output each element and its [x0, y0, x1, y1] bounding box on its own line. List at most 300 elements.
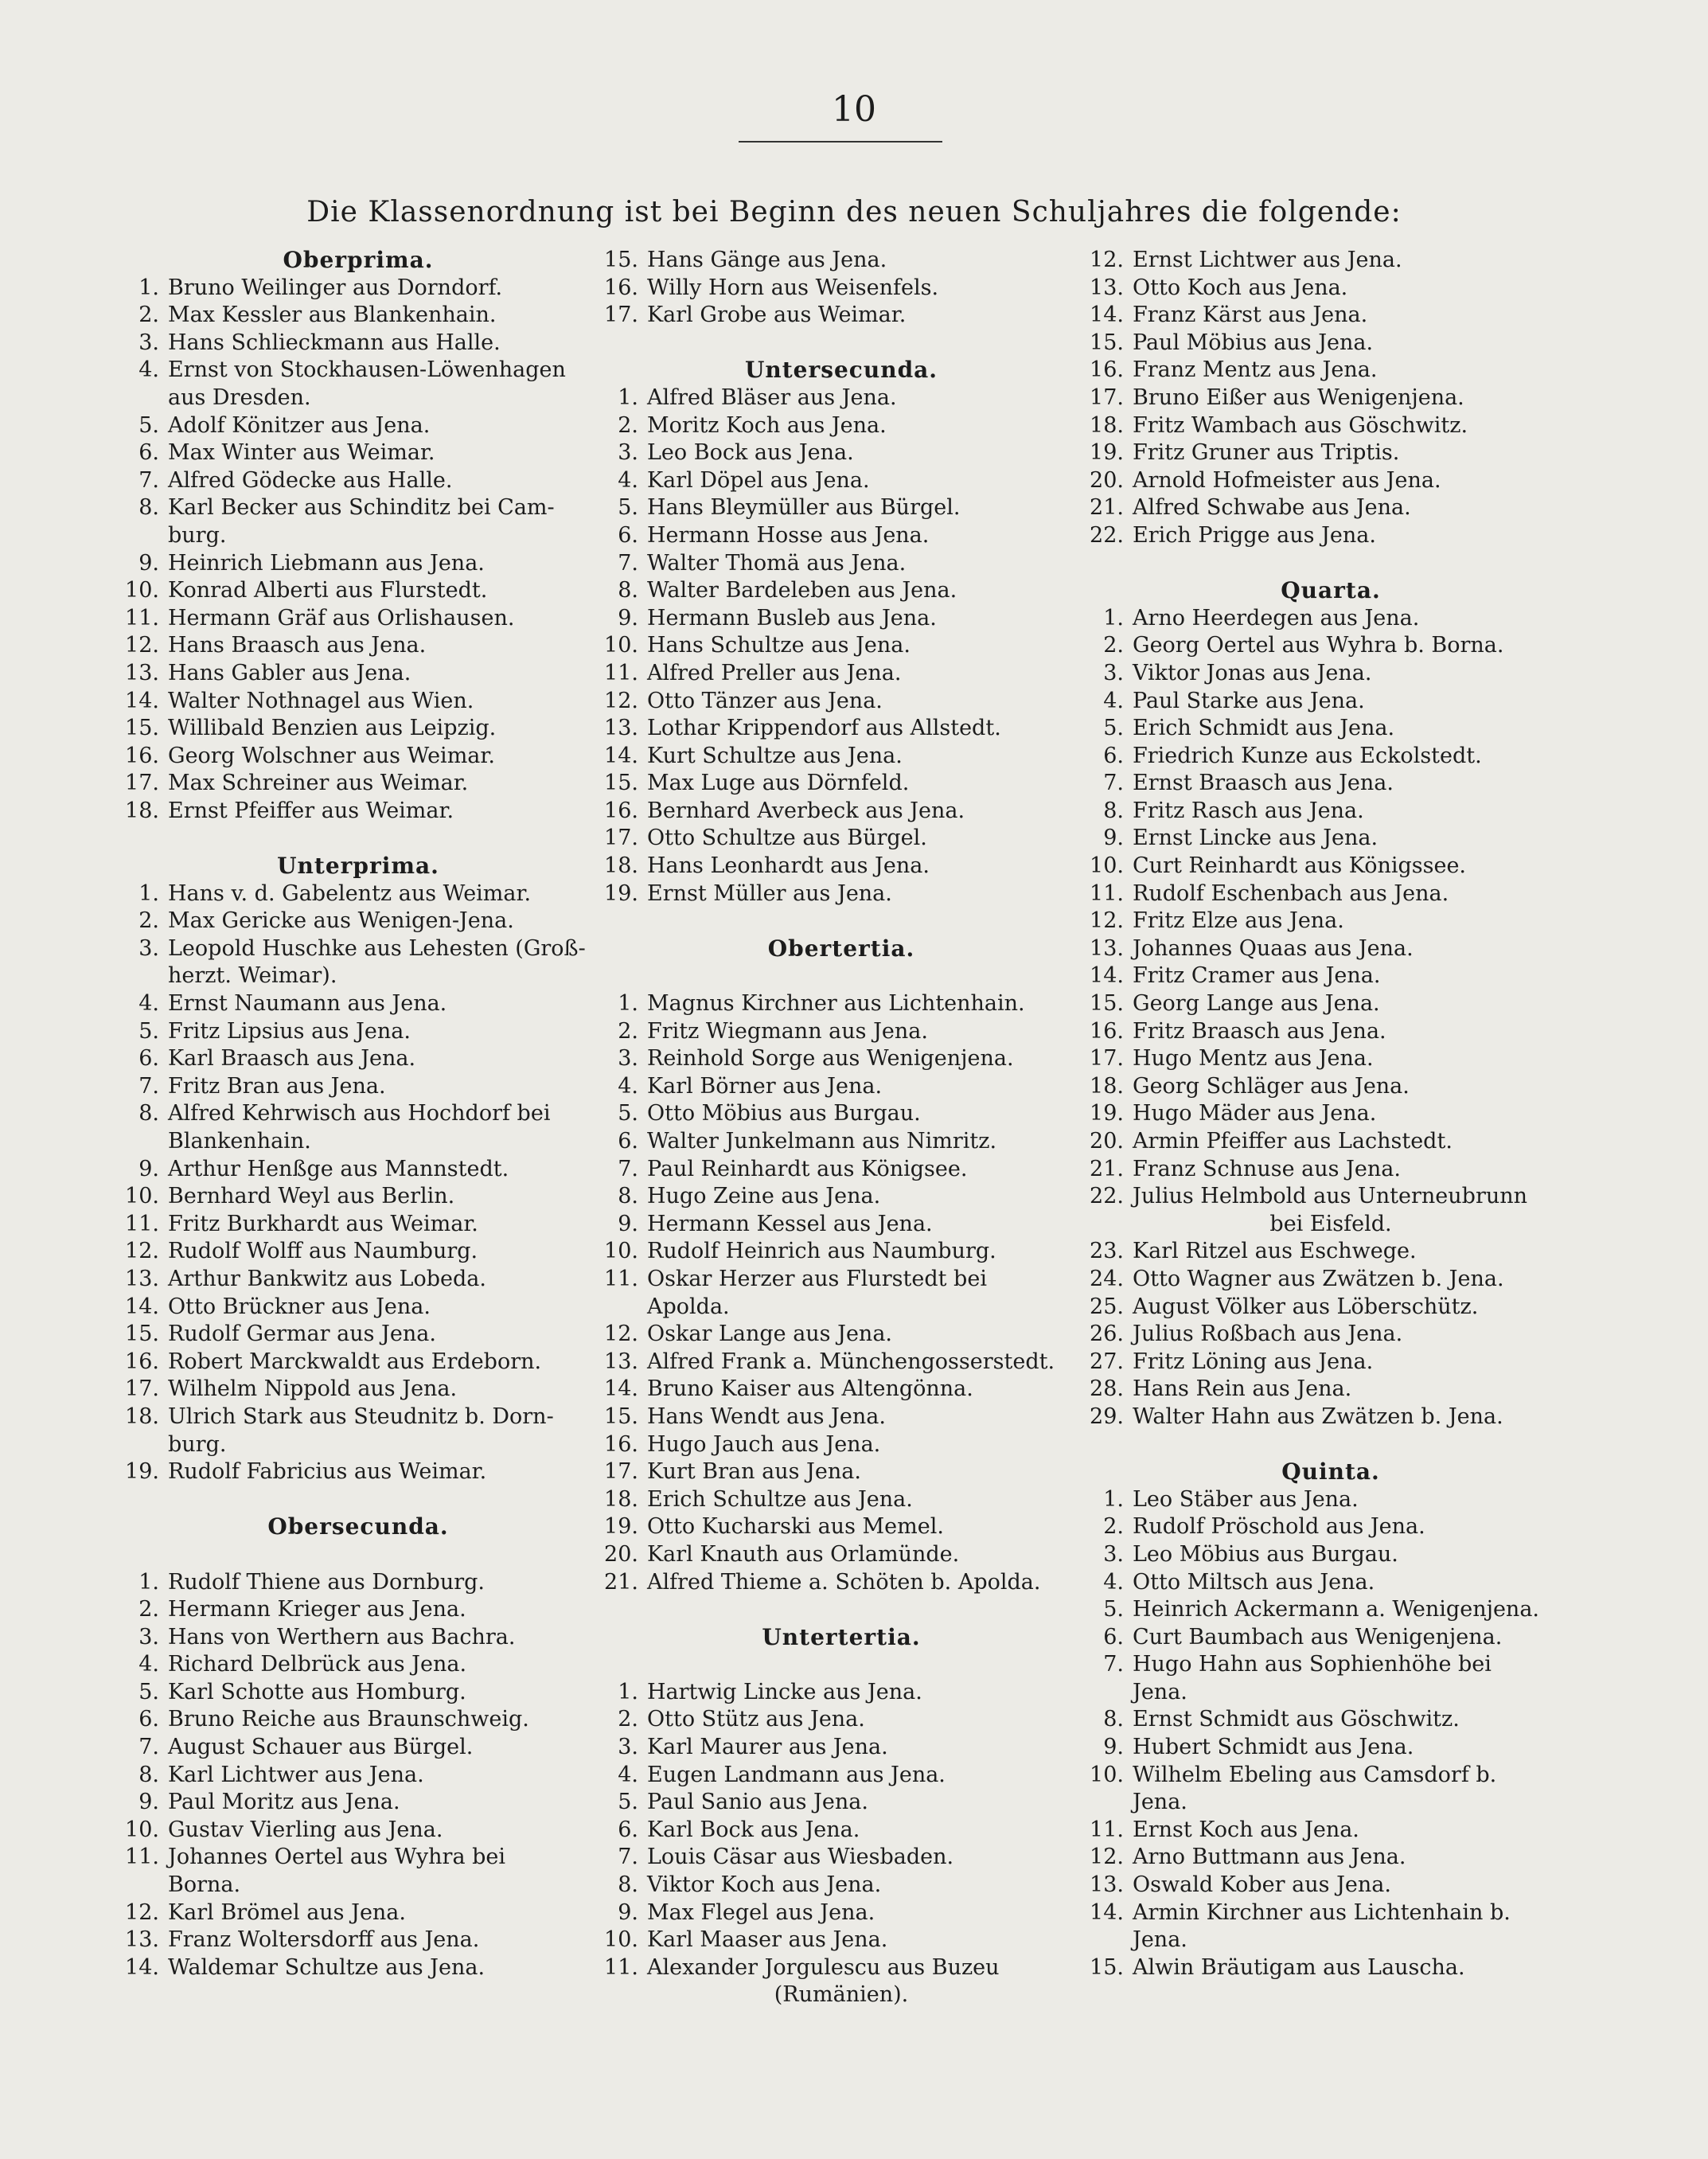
- student-entry: [1084, 275, 1577, 303]
- entry-text: Max Gericke aus Wenigen-Jena.: [168, 908, 514, 934]
- entry-number: 2.: [618, 1707, 638, 1732]
- entry-number: 4.: [618, 1762, 638, 1787]
- student-entry: [599, 825, 1084, 853]
- entry-number: 15.: [125, 716, 159, 741]
- entry-number: 21.: [1090, 495, 1124, 521]
- class-title: Quinta.: [1281, 1458, 1380, 1486]
- student-entry: [119, 908, 597, 935]
- entry-number: 25.: [1090, 1294, 1124, 1319]
- spacer: [119, 1486, 597, 1514]
- student-entry: [1084, 1018, 1577, 1046]
- entry-text: Hans Gabler aus Jena.: [168, 660, 411, 685]
- entry-number: 9.: [1103, 1735, 1124, 1760]
- entry-text: Moritz Koch aus Jena.: [647, 412, 887, 438]
- entry-text: Otto Miltsch aus Jena.: [1133, 1569, 1375, 1595]
- student-entry: [119, 1018, 597, 1046]
- entry-number: 19.: [604, 880, 638, 906]
- entry-text: Karl Börner aus Jena.: [647, 1073, 883, 1099]
- student-entry: [119, 688, 597, 716]
- entry-text: Bruno Reiche aus Braunschweig.: [168, 1707, 529, 1732]
- entry-text: Kurt Bran aus Jena.: [647, 1459, 861, 1485]
- entry-text: Erich Schultze aus Jena.: [647, 1486, 913, 1512]
- entry-number: 13.: [1090, 935, 1124, 961]
- entry-number: 12.: [604, 688, 638, 713]
- entry-number: 14.: [604, 1376, 638, 1402]
- entry-text: Arno Buttmann aus Jena.: [1133, 1845, 1406, 1870]
- entry-text: Eugen Landmann aus Jena.: [647, 1762, 946, 1787]
- entry-text: Arthur Bankwitz aus Lobeda.: [168, 1266, 486, 1291]
- entry-text: Konrad Alberti aus Flurstedt.: [168, 578, 488, 603]
- entry-number: 16.: [604, 798, 638, 823]
- entry-number: 17.: [125, 771, 159, 796]
- student-entry: [119, 467, 597, 495]
- spacer: [119, 825, 597, 853]
- entry-number: 11.: [125, 1845, 159, 1870]
- entry-text: Paul Reinhardt aus Königsee.: [647, 1156, 968, 1181]
- entry-number: 3.: [618, 440, 638, 466]
- entry-text: Hugo Mentz aus Jena.: [1133, 1046, 1374, 1072]
- student-entry: [119, 1954, 597, 1982]
- spacer: [1084, 550, 1577, 578]
- entry-text: Julius Roßbach aus Jena.: [1133, 1322, 1403, 1347]
- student-entry: [599, 467, 1084, 495]
- entry-number: 9.: [618, 605, 638, 631]
- entry-number: 16.: [1090, 1018, 1124, 1044]
- student-entry: [1084, 770, 1577, 798]
- entry-text: Waldemar Schultze aus Jena.: [168, 1954, 485, 1980]
- student-entry: [119, 1927, 597, 1954]
- student-entry: [1084, 1183, 1577, 1211]
- entry-continuation: Apolda.: [647, 1294, 730, 1319]
- entry-number: 28.: [1090, 1376, 1124, 1402]
- entry-text: Fritz Lipsius aus Jena.: [168, 1018, 411, 1044]
- entry-text: Viktor Koch aus Jena.: [647, 1872, 882, 1898]
- entry-text: Ernst Braasch aus Jena.: [1133, 771, 1394, 796]
- student-entry: [599, 1376, 1084, 1404]
- student-entry: [599, 770, 1084, 798]
- entry-number: 11.: [604, 1266, 638, 1291]
- student-entry: [1084, 990, 1577, 1018]
- student-entry: [599, 522, 1084, 550]
- student-entry: [1084, 494, 1577, 522]
- entry-text: Karl Becker aus Schinditz bei Cam-: [168, 495, 555, 521]
- student-entry: [1084, 825, 1577, 853]
- column-right: [1084, 247, 1577, 1981]
- entry-text: Arthur Henßge aus Mannstedt.: [168, 1156, 509, 1181]
- entry-number: 7.: [138, 467, 159, 493]
- entry-number: 3.: [1103, 660, 1124, 685]
- entry-text: Otto Tänzer aus Jena.: [647, 688, 883, 713]
- entry-number: 5.: [618, 1101, 638, 1126]
- entry-number: 15.: [604, 771, 638, 796]
- student-entry: [119, 1844, 597, 1872]
- entry-number: 18.: [604, 1486, 638, 1512]
- entry-number: 22.: [1090, 522, 1124, 548]
- spacer: [599, 1596, 1084, 1624]
- entry-number: 14.: [1090, 1899, 1124, 1925]
- entry-number: 3.: [618, 1735, 638, 1760]
- entry-number: 18.: [1090, 1073, 1124, 1099]
- entry-text: Karl Schotte aus Homburg.: [168, 1679, 466, 1704]
- entry-number: 14.: [1090, 303, 1124, 328]
- student-entry: [599, 1927, 1084, 1954]
- student-entry: [599, 1100, 1084, 1128]
- student-entry: [599, 275, 1084, 303]
- entry-text: August Völker aus Löberschütz.: [1133, 1294, 1479, 1319]
- student-entry: [1084, 1734, 1577, 1762]
- entry-number: 18.: [125, 798, 159, 823]
- student-entry: [599, 412, 1084, 440]
- entry-number: 21.: [1090, 1156, 1124, 1181]
- entry-text: Friedrich Kunze aus Eckolstedt.: [1133, 743, 1482, 768]
- student-entry: [1084, 1045, 1577, 1073]
- entry-number: 19.: [125, 1459, 159, 1485]
- entry-text: Fritz Bran aus Jena.: [168, 1073, 386, 1099]
- student-entry: [119, 1349, 597, 1376]
- entry-number: 15.: [125, 1322, 159, 1347]
- entry-number: 5.: [1103, 716, 1124, 741]
- entry-continuation: Jena.: [1133, 1679, 1187, 1704]
- student-entry: [119, 1266, 597, 1294]
- entry-number: 1.: [138, 275, 159, 300]
- entry-number: 13.: [604, 1349, 638, 1374]
- student-entry: [119, 357, 597, 385]
- student-entry: [1084, 715, 1577, 743]
- student-entry: [1084, 1321, 1577, 1349]
- entry-number: 17.: [604, 303, 638, 328]
- spacer: [599, 1651, 1084, 1679]
- entry-text: Viktor Jonas aus Jena.: [1133, 660, 1372, 685]
- entry-number: 11.: [604, 660, 638, 685]
- entry-text: Erich Prigge aus Jena.: [1133, 522, 1376, 548]
- entry-text: Rudolf Thiene aus Dornburg.: [168, 1569, 485, 1595]
- entry-number: 14.: [125, 1294, 159, 1319]
- entry-continuation: Blankenhain.: [168, 1129, 311, 1154]
- entry-number: 14.: [125, 688, 159, 713]
- student-entry: [119, 1734, 597, 1762]
- entry-text: Karl Brömel aus Jena.: [168, 1899, 406, 1925]
- entry-text: Karl Maurer aus Jena.: [647, 1735, 888, 1760]
- entry-number: 6.: [1103, 1624, 1124, 1650]
- student-entry: [119, 1156, 597, 1184]
- entry-text: Leo Stäber aus Jena.: [1133, 1486, 1359, 1512]
- entry-number: 18.: [604, 853, 638, 879]
- student-entry: [1084, 935, 1577, 963]
- student-entry: [119, 1045, 597, 1073]
- entry-text: Kurt Schultze aus Jena.: [647, 743, 903, 768]
- entry-number: 19.: [1090, 440, 1124, 466]
- entry-text: Karl Maaser aus Jena.: [647, 1927, 888, 1953]
- entry-text: Curt Reinhardt aus Königssee.: [1133, 853, 1467, 879]
- class-title: Obersecunda.: [267, 1513, 449, 1540]
- student-entry: [1084, 1404, 1577, 1431]
- entry-text: Georg Wolschner aus Weimar.: [168, 743, 495, 768]
- class-title: Unterprima.: [277, 853, 439, 880]
- entry-continuation: Jena.: [1133, 1790, 1187, 1815]
- entry-number: 2.: [138, 908, 159, 934]
- entry-number: 23.: [1090, 1239, 1124, 1264]
- entry-text: Fritz Cramer aus Jena.: [1133, 963, 1381, 989]
- entry-number: 13.: [604, 716, 638, 741]
- entry-text: Hans Schlieckmann aus Halle.: [168, 330, 501, 355]
- student-entry: [599, 302, 1084, 330]
- entry-text: Otto Stütz aus Jena.: [647, 1707, 865, 1732]
- student-entry: [1084, 1100, 1577, 1128]
- entry-number: 16.: [604, 275, 638, 300]
- entry-number: 5.: [618, 1790, 638, 1815]
- entry-text: Robert Marckwaldt aus Erdeborn.: [168, 1349, 542, 1374]
- entry-number: 14.: [604, 743, 638, 768]
- entry-text: Hugo Hahn aus Sophienhöhe bei: [1133, 1652, 1492, 1677]
- student-entry: [119, 1100, 597, 1128]
- entry-number: 13.: [125, 1266, 159, 1291]
- entry-number: 12.: [125, 1239, 159, 1264]
- student-entry: [599, 1954, 1084, 1982]
- entry-text: Fritz Löning aus Jena.: [1133, 1349, 1374, 1374]
- student-entry: [599, 990, 1084, 1018]
- entry-text: Oskar Lange aus Jena.: [647, 1322, 892, 1347]
- entry-number: 12.: [1090, 248, 1124, 272]
- student-entry: [599, 1844, 1084, 1872]
- entry-number: 18.: [125, 1404, 159, 1429]
- student-entry: [599, 1266, 1084, 1294]
- student-entry: [599, 1404, 1084, 1431]
- entry-number: 6.: [138, 1046, 159, 1072]
- student-entry: [119, 1294, 597, 1322]
- entry-number: 10.: [1090, 1762, 1124, 1787]
- entry-number: 15.: [1090, 330, 1124, 355]
- entry-text: Ernst Schmidt aus Göschwitz.: [1133, 1707, 1460, 1732]
- student-entry: [599, 1018, 1084, 1046]
- entry-text: Reinhold Sorge aus Wenigenjena.: [647, 1046, 1014, 1072]
- student-entry: [599, 743, 1084, 771]
- entry-text: Otto Möbius aus Burgau.: [647, 1101, 921, 1126]
- student-entry: [1084, 1624, 1577, 1652]
- entry-text: Heinrich Ackermann a. Wenigenjena.: [1133, 1597, 1539, 1622]
- entry-text: Max Schreiner aus Weimar.: [168, 771, 469, 796]
- entry-number: 3.: [618, 1046, 638, 1072]
- student-entry: [599, 1486, 1084, 1514]
- student-entry: [599, 1349, 1084, 1376]
- entry-text: Fritz Wambach aus Göschwitz.: [1133, 412, 1468, 438]
- student-entry: [1084, 1266, 1577, 1294]
- student-entry: [1084, 1513, 1577, 1541]
- entry-number: 1.: [1103, 605, 1124, 631]
- entry-text: Hans v. d. Gabelentz aus Weimar.: [168, 880, 532, 906]
- entry-text: Curt Baumbach aus Wenigenjena.: [1133, 1624, 1503, 1650]
- entry-number: 12.: [1090, 908, 1124, 934]
- entry-number: 11.: [1090, 1817, 1124, 1842]
- student-entry: [599, 1872, 1084, 1899]
- student-entry: [1084, 1651, 1577, 1679]
- entry-number: 4.: [618, 1073, 638, 1099]
- student-entry: [119, 1376, 597, 1404]
- student-entry: [119, 1404, 597, 1431]
- student-entry: [1084, 1762, 1577, 1790]
- entry-text: Alfred Schwabe aus Jena.: [1133, 495, 1411, 521]
- class-title: Untersecunda.: [744, 357, 938, 384]
- entry-text: Rudolf Eschenbach aus Jena.: [1133, 880, 1449, 906]
- entry-number: 10.: [604, 633, 638, 658]
- student-entry: [1084, 908, 1577, 935]
- entry-text: Franz Schnuse aus Jena.: [1133, 1156, 1401, 1181]
- entry-number: 10.: [125, 1817, 159, 1842]
- student-entry: [599, 1679, 1084, 1707]
- entry-number: 2.: [138, 1597, 159, 1622]
- entry-number: 12.: [125, 633, 159, 658]
- entry-number: 4.: [138, 357, 159, 383]
- entry-text: Magnus Kirchner aus Lichtenhain.: [647, 991, 1025, 1017]
- entry-text: Hans Gänge aus Jena.: [647, 248, 887, 272]
- entry-text: Georg Lange aus Jena.: [1133, 991, 1380, 1017]
- entry-number: 18.: [1090, 412, 1124, 438]
- entry-continuation: herzt. Weimar).: [168, 963, 337, 989]
- student-entry: [599, 632, 1084, 660]
- student-entry: [119, 1211, 597, 1239]
- entry-text: Alfred Frank a. Münchengosserstedt.: [647, 1349, 1055, 1374]
- student-entry: [119, 550, 597, 578]
- student-entry: [1084, 688, 1577, 716]
- entry-number: 13.: [125, 660, 159, 685]
- entry-number: 7.: [618, 1845, 638, 1870]
- entry-number: 12.: [604, 1322, 638, 1347]
- student-entry: [119, 412, 597, 440]
- entry-text: Gustav Vierling aus Jena.: [168, 1817, 443, 1842]
- entry-number: 5.: [138, 1679, 159, 1704]
- entry-number: 19.: [604, 1514, 638, 1540]
- entry-number: 8.: [1103, 1707, 1124, 1732]
- student-entry: [1084, 880, 1577, 908]
- student-entry: [119, 880, 597, 908]
- student-entry: [1084, 798, 1577, 826]
- entry-number: 2.: [618, 412, 638, 438]
- student-entry: [1084, 357, 1577, 385]
- entry-text: Johannes Oertel aus Wyhra bei: [168, 1845, 506, 1870]
- spacer: [599, 908, 1084, 935]
- entry-text: Hans Wendt aus Jena.: [647, 1404, 886, 1429]
- entry-text: Wilhelm Ebeling aus Camsdorf b.: [1133, 1762, 1497, 1787]
- class-title: Untertertia.: [762, 1623, 921, 1650]
- class-title: Obertertia.: [767, 935, 915, 962]
- entry-number: 8.: [138, 1101, 159, 1126]
- student-entry: [599, 715, 1084, 743]
- entry-text: Alfred Kehrwisch aus Hochdorf bei: [168, 1101, 551, 1126]
- student-entry: [1084, 1156, 1577, 1184]
- entry-text: Ernst Naumann aus Jena.: [168, 991, 447, 1017]
- entry-text: Hartwig Lincke aus Jena.: [647, 1679, 922, 1704]
- entry-number: 1.: [138, 1569, 159, 1595]
- entry-text: Ernst Pfeiffer aus Weimar.: [168, 798, 454, 823]
- spacer: [119, 1541, 597, 1569]
- student-entry: [599, 1238, 1084, 1266]
- entry-number: 20.: [604, 1541, 638, 1567]
- entry-text: Georg Oertel aus Wyhra b. Borna.: [1133, 633, 1504, 658]
- entry-number: 15.: [604, 1404, 638, 1429]
- student-entry: [599, 1569, 1084, 1597]
- student-entry: [1084, 330, 1577, 357]
- entry-number: 9.: [138, 1790, 159, 1815]
- entry-number: 10.: [604, 1927, 638, 1953]
- entry-number: 8.: [618, 1184, 638, 1209]
- entry-text: Johannes Quaas aus Jena.: [1133, 935, 1414, 961]
- student-entry: [119, 743, 597, 771]
- entry-text: Otto Koch aus Jena.: [1133, 275, 1348, 300]
- student-entry: [1084, 1899, 1577, 1927]
- student-entry: [1084, 522, 1577, 550]
- student-entry: [119, 770, 597, 798]
- entry-number: 12.: [1090, 1845, 1124, 1870]
- entry-number: 8.: [138, 1762, 159, 1787]
- entry-text: Bernhard Weyl aus Berlin.: [168, 1184, 455, 1209]
- student-entry: [1084, 632, 1577, 660]
- entry-text: Bruno Eißer aus Wenigenjena.: [1133, 385, 1464, 410]
- entry-number: 20.: [1090, 1129, 1124, 1154]
- student-entry: [599, 1706, 1084, 1734]
- student-entry: [119, 715, 597, 743]
- entry-text: Hubert Schmidt aus Jena.: [1133, 1735, 1414, 1760]
- entry-number: 10.: [125, 1184, 159, 1209]
- entry-number: 17.: [1090, 385, 1124, 410]
- entry-number: 24.: [1090, 1266, 1124, 1291]
- entry-number: 19.: [1090, 1101, 1124, 1126]
- entry-number: 13.: [125, 1927, 159, 1953]
- entry-text: Hugo Zeine aus Jena.: [647, 1184, 881, 1209]
- student-entry: [599, 1789, 1084, 1817]
- student-entry: [119, 605, 597, 633]
- student-entry: [119, 302, 597, 330]
- entry-text: Bruno Kaiser aus Altengönna.: [647, 1376, 973, 1402]
- entry-text: Hans Bleymüller aus Bürgel.: [647, 495, 961, 521]
- column-middle: [599, 247, 1084, 2009]
- entry-text: Leo Bock aus Jena.: [647, 440, 854, 466]
- student-entry: [1084, 605, 1577, 633]
- entry-text: Franz Woltersdorff aus Jena.: [168, 1927, 480, 1953]
- entry-text: Ernst Lincke aus Jena.: [1133, 826, 1378, 851]
- student-entry: [599, 1541, 1084, 1569]
- entry-continuation: Borna.: [168, 1872, 241, 1898]
- entry-text: Hans Rein aus Jena.: [1133, 1376, 1352, 1402]
- entry-text: Fritz Wiegmann aus Jena.: [647, 1018, 928, 1044]
- entry-text: Alfred Preller aus Jena.: [647, 660, 902, 685]
- student-entry: [599, 247, 1084, 275]
- entry-number: 9.: [138, 1156, 159, 1181]
- entry-number: 9.: [1103, 826, 1124, 851]
- entry-number: 6.: [618, 1129, 638, 1154]
- entry-number: 29.: [1090, 1404, 1124, 1429]
- entry-text: Franz Mentz aus Jena.: [1133, 357, 1378, 383]
- entry-number: 4.: [1103, 1569, 1124, 1595]
- student-entry: [599, 1045, 1084, 1073]
- student-entry: [1084, 1706, 1577, 1734]
- entry-number: 1.: [618, 385, 638, 410]
- entry-text: Alfred Gödecke aus Halle.: [168, 467, 453, 493]
- entry-text: Willy Horn aus Weisenfels.: [647, 275, 939, 300]
- entry-number: 16.: [604, 1431, 638, 1457]
- student-entry: [1084, 1073, 1577, 1101]
- student-entry: [1084, 247, 1577, 275]
- entry-text: Karl Knauth aus Orlamünde.: [647, 1541, 960, 1567]
- entry-number: 1.: [1103, 1486, 1124, 1512]
- student-entry: [119, 1183, 597, 1211]
- entry-number: 5.: [1103, 1597, 1124, 1622]
- student-entry: [119, 798, 597, 826]
- student-entry: [119, 1596, 597, 1624]
- entry-number: 16.: [125, 743, 159, 768]
- entry-continuation: bei Eisfeld.: [1269, 1211, 1392, 1236]
- entry-text: Hermann Gräf aus Orlishausen.: [168, 605, 515, 631]
- entry-number: 1.: [138, 880, 159, 906]
- student-entry: [599, 880, 1084, 908]
